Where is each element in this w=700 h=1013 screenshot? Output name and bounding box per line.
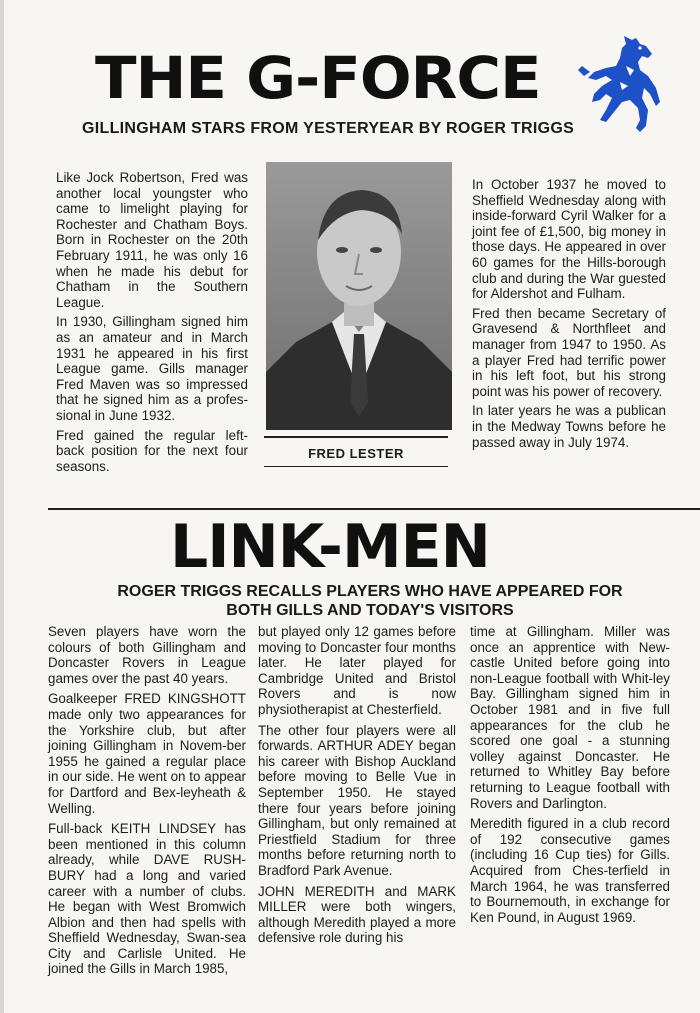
article2-column-3 — [470, 624, 670, 930]
paragraph: Like Jock Robertson, Fred was another local youngster who came to limelight playing for Rochester and Chatham Boys. Born in Rochester on the 20th February 1911, he was only 16 when he made his debut for Chatham in the Southern League. — [56, 170, 248, 310]
section-subtitle — [40, 582, 700, 620]
article2-column-2 — [258, 624, 456, 951]
section-divider — [48, 508, 700, 510]
page-title: THE G-FORCE — [95, 44, 541, 112]
paragraph: but played only 12 games before moving to Doncaster four months later. He later played for Cambridge United and Bristol Rovers and is now physiotherapist at Chesterfield. — [258, 624, 456, 717]
subtitle-line: BOTH GILLS AND TODAY'S VISITORS — [226, 602, 514, 619]
paragraph: Seven players have worn the colours of both Gillingham and Doncaster Rovers in League games over the past 40 years. — [48, 624, 246, 686]
player-photo — [266, 162, 452, 430]
paragraph: Full-back KEITH LINDSEY has been mentioned in this column already, while DAVE RUSH-BURY had a long and varied career with a number of clubs. He began with West Bromwich Albion and then had spells with Sheffield Wednesday, Swan-sea City and Carlisle United. He joined the Gills in March 1985, — [48, 821, 246, 977]
article2-column-1 — [48, 624, 246, 982]
section-title: LINK-MEN — [170, 512, 490, 582]
paragraph: In October 1937 he moved to Sheffield Wednesday along with inside-forward Cyril Walker for a joint fee of £1,500, big money in those days. He appeared in over 60 games for the Hills-borough club and during the War guested for Aldershot and Fulham. — [472, 177, 666, 302]
horse-icon — [576, 36, 662, 136]
paragraph: In later years he was a publican in the Medway Towns before he passed away in July 1974. — [472, 403, 666, 450]
page-edge — [0, 0, 4, 1013]
paragraph: Fred gained the regular left-back position for the next four seasons. — [56, 427, 248, 474]
paragraph: Goalkeeper FRED KINGSHOTT made only two appearances for the Yorkshire club, but after joining Gillingham in Novem-ber 1955 he gained a regular place in our side. He went on to appear for Dartford and Bex-leyheath & Welling. — [48, 691, 246, 816]
paragraph: JOHN MEREDITH and MARK MILLER were both wingers, although Meredith played a more defensive role during his — [258, 883, 456, 946]
subtitle-line: ROGER TRIGGS RECALLS PLAYERS WHO HAVE APPEARED FOR — [117, 583, 623, 600]
caption-rule-bottom — [264, 466, 448, 467]
article1-column-right — [472, 177, 666, 454]
paragraph: In 1930, Gillingham signed him as an amateur and in March 1931 he appeared in his first League game. Gills manager Fred Maven was so impressed that he signed him as a profes-sional in June 1932. — [56, 314, 248, 423]
caption-rule-top — [264, 436, 448, 438]
photo-caption: FRED LESTER — [308, 446, 404, 461]
paragraph: time at Gillingham. Miller was once an apprentice with New-castle United before going into non-League football with Whit-ley Bay. Gillingham signed him in October 1981 and in five full appearances for the club he scored one goal - a stunning volley against Doncaster. He returned to Whitley Bay before returning to League football with Rovers and Darlington. — [470, 624, 670, 811]
paragraph: Meredith figured in a club record of 192 consecutive games (including 16 Cup ties) for Gills. Acquired from Ches-terfield in March 1964, he was transferred to Bournemouth, in exchange for Ken Pound, in August 1969. — [470, 816, 670, 925]
paragraph: Fred then became Secretary of Gravesend & Northfleet and manager from 1947 to 1950. As a player Fred had terrific power in his left foot, but his strong point was his power of recovery. — [472, 305, 666, 399]
page-subtitle: GILLINGHAM STARS FROM YESTERYEAR BY ROGER TRIGGS — [82, 120, 575, 137]
paragraph: The other four players were all forwards. ARTHUR ADEY began his career with Bishop Auckland before moving to Belle Vue in September 1950. He stayed there four years before joining Gillingham, but only remained at Priestfield Stadium for three months before returning north to Bradford Park Avenue. — [258, 722, 456, 878]
article1-column-left — [56, 170, 248, 478]
